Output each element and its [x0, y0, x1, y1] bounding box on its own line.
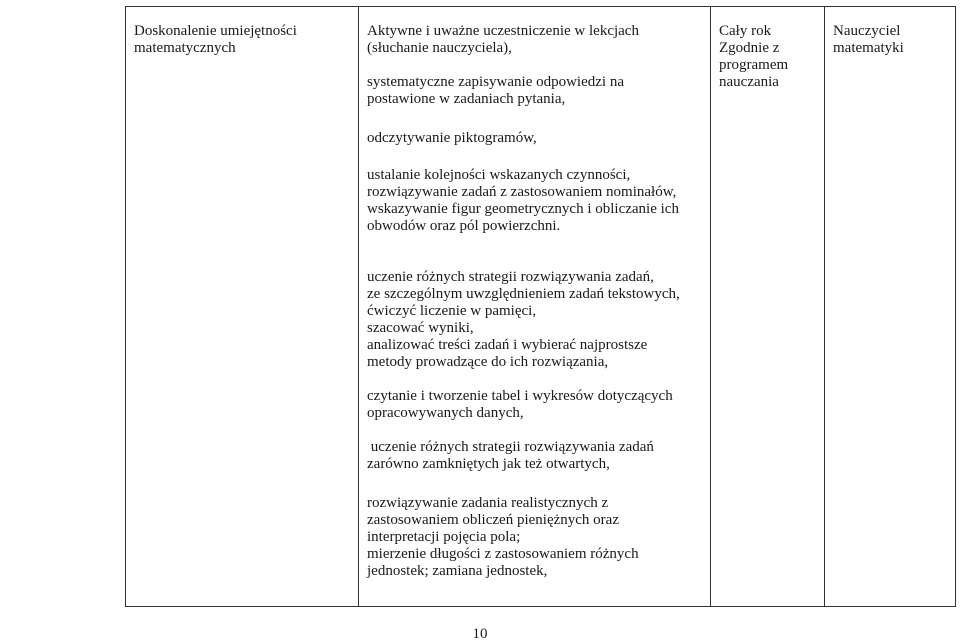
- activity-line: uczenie różnych strategii rozwiązywania zadań: [367, 439, 654, 455]
- term-line: nauczania: [719, 74, 779, 90]
- activity-line: zarówno zamkniętych jak też otwartych,: [367, 456, 610, 472]
- activity-line: Aktywne i uważne uczestniczenie w lekcjach: [367, 23, 639, 39]
- activity-group: [367, 130, 702, 147]
- term-cell: [711, 7, 825, 607]
- activity-line: zastosowaniem obliczeń pieniężnych oraz: [367, 512, 619, 528]
- activity-line: uczenie różnych strategii rozwiązywania zadań,: [367, 269, 654, 285]
- activity-line: mierzenie długości z zastosowaniem różnych: [367, 546, 639, 562]
- term-line: programem: [719, 57, 789, 73]
- activity-group: [367, 23, 702, 57]
- activity-line: szacować wyniki,: [367, 320, 474, 336]
- activity-line: systematyczne zapisywanie odpowiedzi na: [367, 74, 624, 90]
- activity-line: interpretacji pojęcia pola;: [367, 529, 521, 545]
- activity-line: rozwiązywanie zadania realistycznych z: [367, 495, 609, 511]
- activity-line: analizować treści zadań i wybierać najprostsze: [367, 337, 648, 353]
- activity-group: [367, 74, 702, 108]
- responsible-cell: [825, 7, 956, 607]
- activity-line: (słuchanie nauczyciela),: [367, 40, 512, 56]
- plan-table: [125, 6, 956, 607]
- activity-line: rozwiązywanie zadań z zastosowaniem nominałów,: [367, 184, 677, 200]
- responsible-line: Nauczyciel: [833, 23, 901, 39]
- term-line: Cały rok: [719, 23, 772, 39]
- activities-cell: [359, 7, 711, 607]
- activity-line: obwodów oraz pól powierzchni.: [367, 218, 561, 234]
- responsible-line: matematyki: [833, 40, 904, 56]
- activity-group: [367, 495, 702, 580]
- activities-list: [367, 23, 702, 580]
- activity-line: ze szczególnym uwzględnieniem zadań tekstowych,: [367, 286, 680, 302]
- activity-line: ćwiczyć liczenie w pamięci,: [367, 303, 537, 319]
- activity-group: [367, 269, 702, 371]
- activity-line: ustalanie kolejności wskazanych czynności,: [367, 167, 631, 183]
- activity-group: [367, 439, 702, 473]
- activity-group: [367, 167, 702, 235]
- area-text: Doskonalenie umiejętności matematycznych: [134, 23, 297, 56]
- activity-line: czytanie i tworzenie tabel i wykresów dotyczących: [367, 388, 673, 404]
- activity-line: odczytywanie piktogramów,: [367, 130, 537, 146]
- activity-line: wskazywanie figur geometrycznych i obliczanie ich: [367, 201, 679, 217]
- activity-line: metody prowadzące do ich rozwiązania,: [367, 354, 609, 370]
- activity-line: postawione w zadaniach pytania,: [367, 91, 566, 107]
- page-number: 10: [472, 626, 488, 642]
- table-row: [126, 7, 956, 607]
- activity-line: jednostek; zamiana jednostek,: [367, 563, 548, 579]
- area-cell: [126, 7, 359, 607]
- activity-group: [367, 388, 702, 422]
- activity-line: opracowywanych danych,: [367, 405, 524, 421]
- term-line: Zgodnie z: [719, 40, 780, 56]
